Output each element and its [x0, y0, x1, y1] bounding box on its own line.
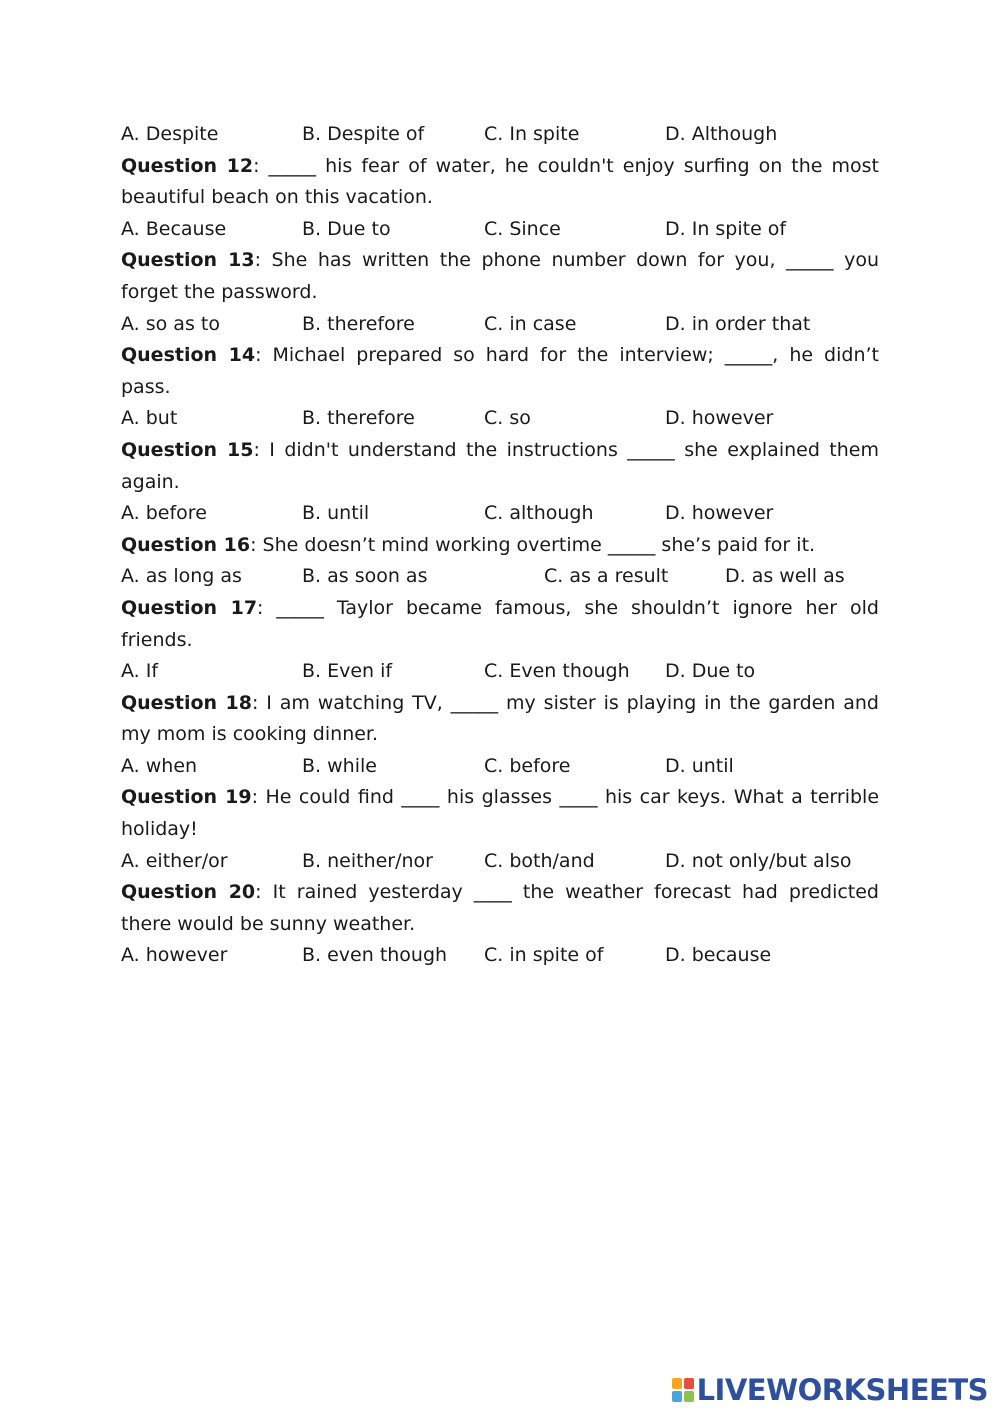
option-b: B. therefore — [302, 312, 415, 335]
option-d: D. however — [665, 502, 774, 525]
option-a: A. Despite — [121, 123, 219, 145]
question-label: Question 20 — [121, 881, 256, 904]
question-15 — [121, 435, 879, 498]
options-row — [121, 940, 879, 972]
question-13 — [121, 245, 879, 308]
question-12 — [121, 151, 879, 214]
option-d: D. because — [665, 944, 772, 967]
option-a: A. when — [121, 754, 198, 777]
question-19 — [121, 782, 879, 845]
option-a: A. If — [121, 660, 159, 683]
question-label: Question 13 — [121, 249, 255, 272]
option-d: D. not only/but also — [665, 849, 852, 872]
question-14 — [121, 340, 879, 403]
logo-text: LIVEWORKSHEETS — [696, 1373, 988, 1407]
question-18 — [121, 688, 879, 751]
question-label: Question 18 — [121, 691, 252, 714]
option-a: A. so as to — [121, 312, 220, 335]
option-d: D. however — [665, 407, 774, 430]
option-a: A. either/or — [121, 849, 228, 872]
option-d: D. until — [665, 754, 734, 777]
option-b: B. Due to — [302, 217, 391, 240]
question-label: Question 15 — [121, 438, 254, 461]
option-d: D. Due to — [665, 660, 756, 683]
worksheet — [121, 119, 879, 972]
question-text: : I am watching TV, _____ my sister is playing in the garden and my mom is cooking dinner. — [121, 691, 879, 746]
liveworksheets-logo-icon — [671, 1376, 695, 1404]
question-16 — [121, 530, 879, 562]
option-b: B. while — [302, 754, 377, 777]
option-a: A. before — [121, 502, 207, 525]
question-text: : She doesn’t mind working overtime _____ she’s paid for it. — [250, 533, 816, 556]
options-row — [121, 656, 879, 688]
question-label: Question 17 — [121, 596, 258, 619]
question-text: : _____ Taylor became famous, she shouldn’t ignore her old friends. — [121, 596, 879, 651]
option-b: B. as soon as — [302, 565, 428, 588]
option-b: B. Despite of — [302, 123, 425, 145]
options-row — [121, 309, 879, 341]
liveworksheets-logo — [671, 1372, 988, 1408]
option-c: C. Even though — [484, 660, 630, 683]
option-c: C. although — [484, 502, 594, 525]
option-d: D. In spite of — [665, 217, 787, 240]
option-c: C. before — [484, 754, 571, 777]
option-d: D. as well as — [725, 565, 845, 588]
question-text: : He could find ____ his glasses ____ his car keys. What a terrible holiday! — [121, 786, 880, 841]
question-17 — [121, 593, 879, 656]
question-text: : _____ his fear of water, he couldn't enjoy surfing on the most beautiful beach on this vacation. — [121, 154, 879, 209]
option-b: B. therefore — [302, 407, 415, 430]
option-c: C. In spite — [484, 123, 580, 145]
option-c: C. Since — [484, 217, 561, 240]
options-row — [121, 751, 879, 783]
options-row — [121, 214, 879, 246]
question-label: Question 12 — [121, 154, 254, 177]
options-row — [121, 498, 879, 530]
question-label: Question 16 — [121, 533, 251, 556]
options-row — [121, 561, 879, 593]
question-20 — [121, 877, 879, 940]
options-row — [121, 846, 879, 878]
option-b: B. neither/nor — [302, 849, 433, 872]
option-a: A. as long as — [121, 565, 242, 588]
option-d: D. in order that — [665, 312, 811, 335]
option-b: B. even though — [302, 944, 448, 967]
option-c: C. in case — [484, 312, 577, 335]
question-text: : It rained yesterday ____ the weather forecast had predicted there would be sunny weather. — [121, 881, 879, 935]
option-a: A. Because — [121, 217, 227, 240]
question-label: Question 14 — [121, 344, 256, 367]
options-row — [121, 119, 879, 151]
option-c: C. as a result — [544, 565, 669, 588]
question-text: : Michael prepared so hard for the interview; _____, he didn’t pass. — [121, 344, 879, 398]
question-text: : She has written the phone number down for you, _____ you forget the password. — [121, 249, 879, 303]
question-label: Question 19 — [121, 786, 252, 809]
options-row — [121, 403, 879, 435]
option-a: A. but — [121, 407, 178, 430]
option-c: C. so — [484, 407, 531, 430]
option-c: C. both/and — [484, 849, 595, 872]
option-b: B. until — [302, 502, 370, 525]
question-text: : I didn't understand the instructions _____ she explained them again. — [121, 438, 879, 493]
option-c: C. in spite of — [484, 944, 604, 967]
option-a: A. however — [121, 944, 228, 967]
option-d: D. Although — [665, 123, 778, 145]
option-b: B. Even if — [302, 660, 393, 683]
